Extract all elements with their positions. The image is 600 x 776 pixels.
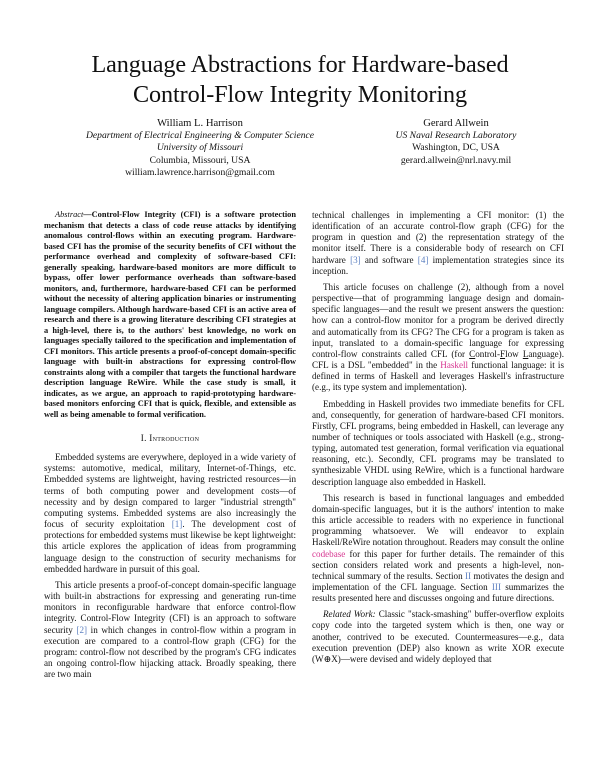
paragraph: Embedding in Haskell provides two immediate benefits for CFL and, consequently, for generation of hardware-based CFI monitors. Firstly, CFL programs, being embedded in Haskell, can leverage any number of techniques or tools associated with Haskell (e.g., strong-typing, automated test generation, formal verification via equational reasoning, etc.). Secondly, CFL programs may be translated to synthesizable VHDL using ReWire, which is a functional hardware description language also embedded in Haskell. [312,398,564,487]
text-run: for this paper for further details. The remainder of this section considers related work and presents a high-level, non-technical summary of the results. Section [312,548,564,581]
text-run: and software [360,254,418,265]
paragraph-label: Related Work: [323,609,376,620]
text-run: Embedded systems are everywhere, deployed in a wide variety of systems: automotive, medical, military, Internet-of-Things, etc. Embedded systems are lightweight, having restricted resources—in terms of both computing power and development costs—of necessity and by design compared to larger "industrial strength" computing systems. Embedded systems are also increasingly the focus of security exploitation [44,452,296,530]
abstract-label: Abstract [55,210,84,219]
author-organization: University of Missouri [156,142,244,154]
author-email: gerard.allwein@nrl.navy.mil [400,154,512,166]
author-name: William L. Harrison [157,118,243,129]
text-run: This article presents a proof-of-concept domain-specific language with built-in abstractions for expressing and generating run-time monitors in reconfigurable hardware that enforce control-flow integrity. Control-Flow Integrity (CFI) is an approach to software security [44,579,296,635]
abstract [44,210,296,420]
citation-link[interactable]: [2] [76,624,88,635]
acronym-letter: C [469,348,476,359]
text-run: ontrol- [475,348,500,359]
citation-link[interactable]: [1] [171,519,183,530]
acronym-letter: F [500,348,506,359]
paragraph [312,493,564,605]
section-ref-link[interactable]: II [465,570,472,581]
text-run: Classic "stack-smashing" buffer-overflow exploits copy code into the targeted system which is then, one way or another, contrived to be executed. Countermeasures—e.g., data execution prevention (DEP) also known as write XOR execute (W⊕X)—were devised and widely deployed that [312,609,564,664]
section-number: I. [140,433,150,443]
title-line-2: Control-Flow Integrity Monitoring [133,81,467,108]
paragraph [44,452,296,575]
citation-link[interactable]: [3] [350,254,361,265]
section-heading-introduction [44,433,296,444]
text-run: in which changes in control-flow within a program in execution are compared to a control-flow graph (CFG) for the program: control-flow not described by the program's CFG indicates an ongoing control-flow hijacking attack. Broadly speaking, there are two main [44,624,296,680]
paragraph [312,282,564,394]
text-run: functional language: it is defined in terms of Haskell and leverages Haskell's infrastructure (e.g., its type system and implementation). [312,360,564,393]
author-organization: US Naval Research Laboratory [395,130,517,142]
author-location: Columbia, Missouri, USA [149,154,251,166]
author-1 [44,118,356,180]
paragraph [312,210,564,277]
author-name: Gerard Allwein [423,118,489,129]
left-column [44,210,296,770]
text-run: implementation strategies since its inception. [312,254,564,276]
body-columns [44,210,564,770]
text-run: This article focuses on challenge (2), although from a novel perspective—that of programming language design and domain-specific languages—and the result we present answers the question: how can a control-flow monitor for a program be derived directly and automatically from its CFG? The CFG for a program is taken as input, translated to a domain-specific language for expressing control-flow constraints called CFL (for [312,281,564,359]
text-run: . The development cost of protections for embedded systems must likewise be kept lightweight: this article explores the application of ideas from programming language design to the construction of security mechanisms for embedded hardware in pursuit of this goal. [44,519,296,574]
author-email: william.lawrence.harrison@gmail.com [125,166,275,178]
title-line-1: Language Abstractions for Hardware-based [91,51,509,78]
codebase-link[interactable]: codebase [312,548,346,559]
text-run: technical challenges in implementing a CFI monitor: (1) the identification of an accurate control-flow graph (CFG) for the program in question and (2) the representation strategy of the monitor itself. There is a considerable body of research on CFI hardware [312,210,564,265]
paragraph [44,580,296,680]
haskell-link[interactable]: Haskell [440,360,469,371]
paragraph [312,609,564,665]
author-department: Department of Electrical Engineering & Computer Science [85,130,315,142]
section-ref-link[interactable]: III [491,582,501,592]
text-run: summarizes the results presented here and discusses ongoing and future directions. [312,582,564,604]
section-name: Introduction [149,433,200,443]
acronym-letter: L [522,348,529,359]
text-run: This research is based in functional languages and embedded domain-specific languages, but it is the authors' intention to make this article accessible to readers with no experience in functional programming whatsoever. We will endeavor to explain Haskell/ReWire notation throughout. Readers may consult the online [312,492,564,548]
paper-title [0,50,600,110]
citation-link[interactable]: [4] [417,254,429,265]
text-run: motivates the design and implementation of the CFL language. Section [312,570,564,592]
text-run: anguage). CFL is a DSL "embedded" in the [312,348,564,371]
author-location: Washington, DC, USA [412,142,500,154]
author-block [44,118,556,180]
author-2 [356,118,556,180]
abstract-text: —Control-Flow Integrity (CFI) is a software protection mechanism that detects a class of code reuse attacks by identifying anomalous control-flows within an executing program. Hardware-based CFI has the promise of the security benefits of CFI without the performance overhead and complexity of software-based CFI: generally speaking, hardware-based monitors are more difficult to bypass, offer lower performance overheads than software-based monitors, and, furthermore, hardware-based CFI can be performed without the necessity of altering application binaries or instrumenting language compilers. Although hardware-based CFI is an active area of research and there is a growing literature describing CFI strategies at a high-level, there is, to the authors' best knowledge, no work on languages specially tailored to the specification and implementation of CFI monitors. This article presents a proof-of-concept domain-specific language with built-in abstractions for expressing control-flow constraints along with a compiler that targets the functional hardware description language ReWire. While the case study is small, it indicates, as we argue, an approach to rapid-prototyping hardware-based monitors enforcing CFI that is quick, flexible, and extensible as well as being amenable to formal verification. [44,210,296,419]
text-run: low [505,348,523,359]
right-column [312,210,564,770]
